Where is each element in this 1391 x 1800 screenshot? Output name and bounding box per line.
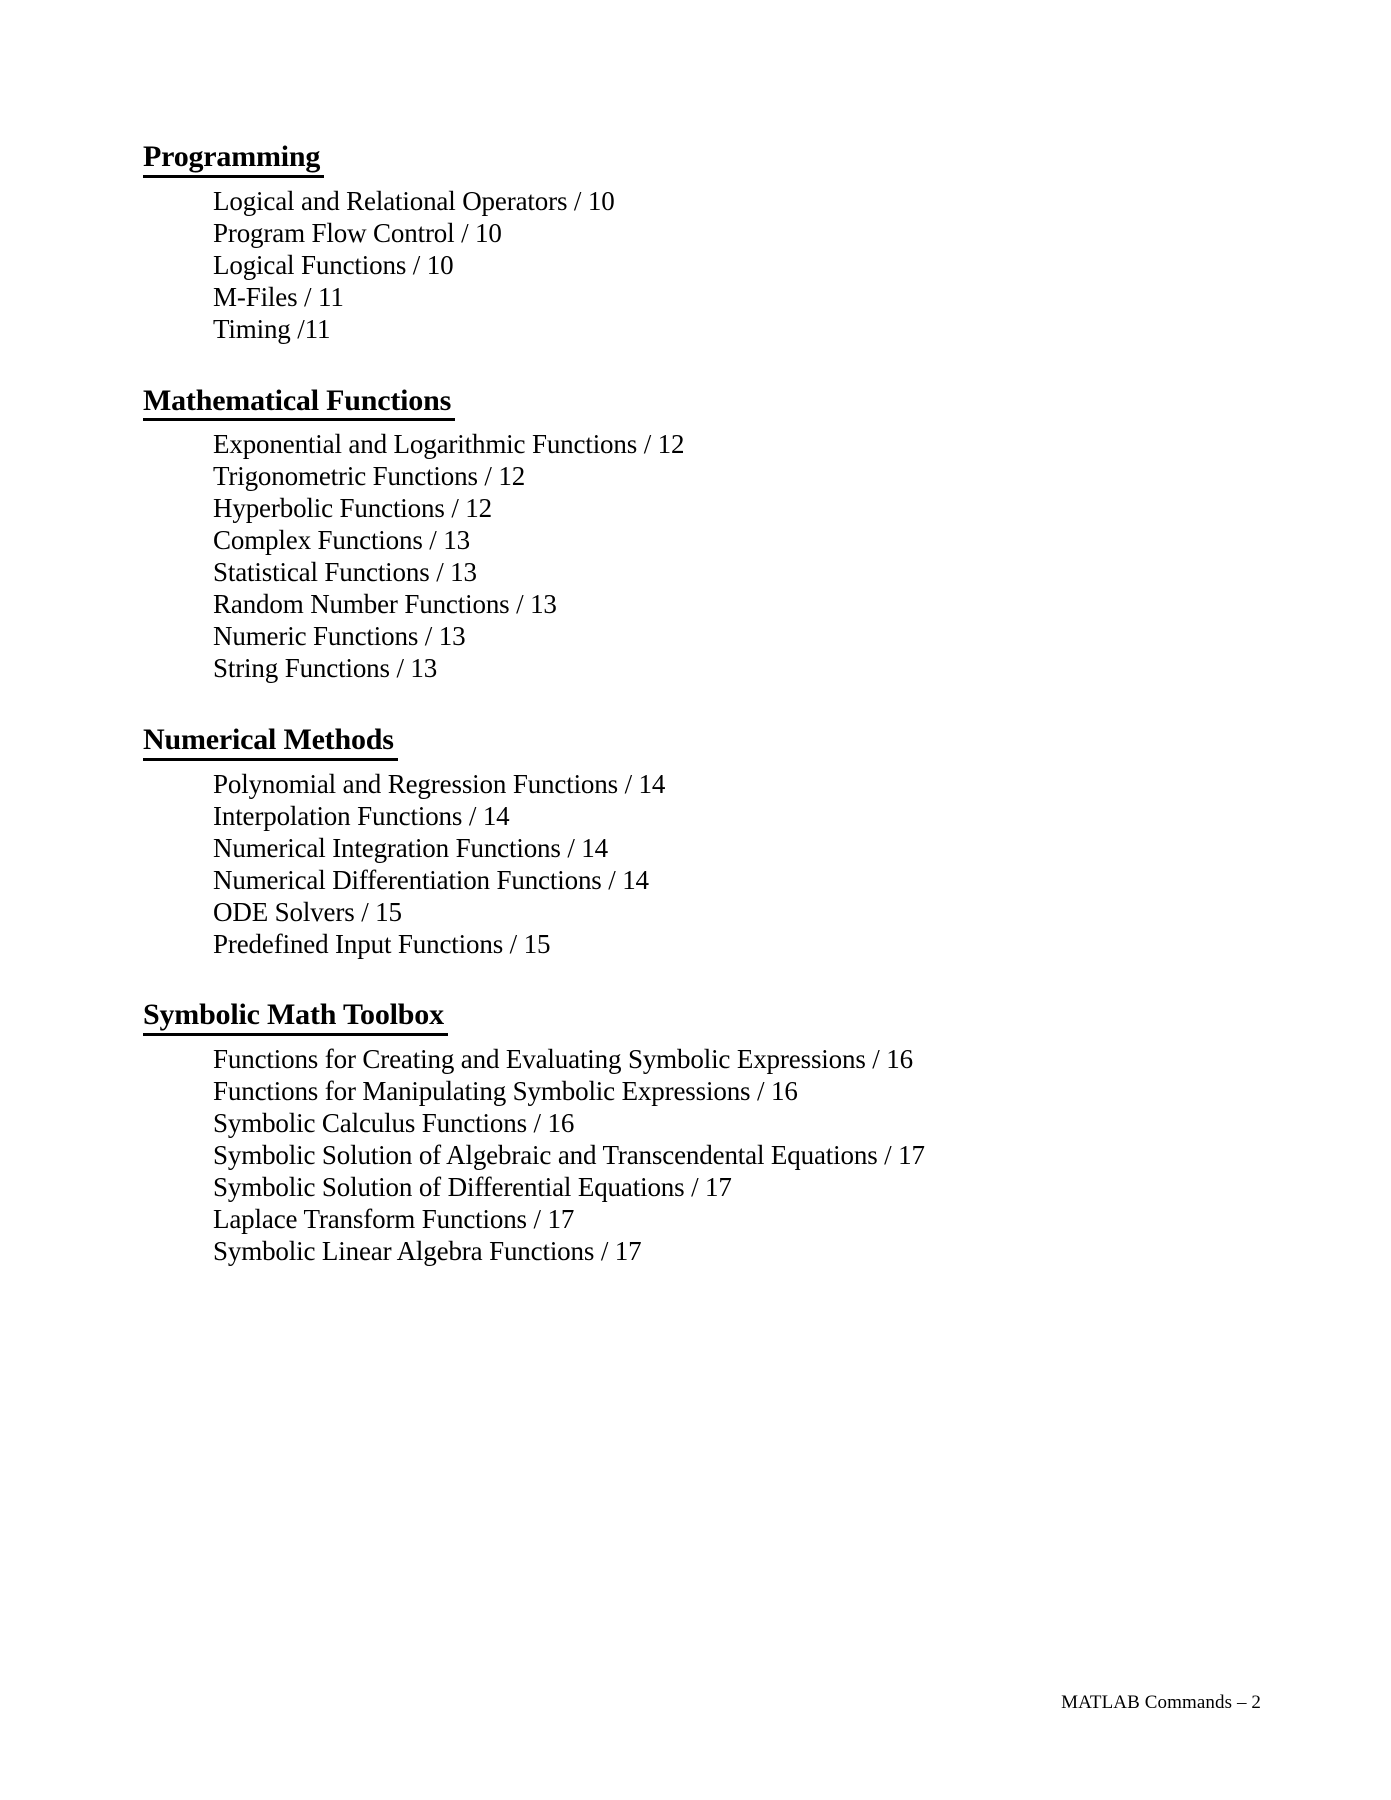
toc-entry[interactable]: Symbolic Linear Algebra Functions / 17 [213, 1235, 642, 1266]
section-heading: Numerical Methods [143, 723, 398, 761]
toc-section [143, 384, 1243, 685]
toc-entry[interactable]: Laplace Transform Functions / 17 [213, 1204, 575, 1234]
toc-entry[interactable]: Symbolic Solution of Algebraic and Transcendental Equations / 17 [213, 1140, 925, 1171]
toc-entry[interactable]: Functions for Manipulating Symbolic Expressions / 16 [213, 1076, 798, 1107]
toc-entry[interactable]: Hyperbolic Functions / 12 [213, 493, 492, 524]
section-heading: Symbolic Math Toolbox [143, 998, 448, 1036]
section-heading: Programming [143, 140, 324, 178]
toc-entry[interactable]: Program Flow Control / 10 [213, 217, 502, 248]
toc-entry[interactable]: Logical and Relational Operators / 10 [213, 185, 615, 216]
section-heading: Mathematical Functions [143, 384, 455, 422]
toc-entry-list [143, 769, 1243, 961]
toc-section [143, 140, 1243, 346]
toc-entry[interactable]: Trigonometric Functions / 12 [213, 461, 526, 492]
toc-entry[interactable]: Numerical Differentiation Functions / 14 [213, 864, 649, 895]
toc-entry[interactable]: M-Files / 11 [213, 281, 344, 312]
toc-entry[interactable]: Polynomial and Regression Functions / 14 [213, 768, 666, 799]
page-footer: MATLAB Commands – 2 [1061, 1692, 1261, 1713]
toc-entry[interactable]: Predefined Input Functions / 15 [213, 928, 551, 959]
toc-entry[interactable]: Statistical Functions / 13 [213, 557, 477, 588]
toc-entry[interactable]: Random Number Functions / 13 [213, 589, 557, 620]
toc-entry[interactable]: ODE Solvers / 15 [213, 896, 402, 927]
toc-entry[interactable]: Symbolic Solution of Differential Equations / 17 [213, 1172, 732, 1203]
toc-entry[interactable]: Complex Functions / 13 [213, 525, 470, 556]
toc-entry[interactable]: Numeric Functions / 13 [213, 621, 466, 652]
toc-entry[interactable]: Logical Functions / 10 [213, 249, 454, 280]
toc-entry-list [143, 1044, 1243, 1268]
toc-entry[interactable]: Interpolation Functions / 14 [213, 800, 510, 831]
toc-entry[interactable]: Numerical Integration Functions / 14 [213, 832, 609, 863]
toc-entry-list [143, 186, 1243, 346]
toc-content [143, 140, 1243, 1268]
toc-entry[interactable]: Timing /11 [213, 313, 331, 344]
toc-entry[interactable]: Symbolic Calculus Functions / 16 [213, 1108, 575, 1139]
toc-section [143, 723, 1243, 961]
toc-section [143, 998, 1243, 1267]
toc-entry[interactable]: Functions for Creating and Evaluating Symbolic Expressions / 16 [213, 1044, 913, 1075]
toc-entry[interactable]: Exponential and Logarithmic Functions / 12 [213, 429, 685, 460]
toc-entry-list [143, 429, 1243, 685]
toc-entry[interactable]: String Functions / 13 [213, 653, 438, 683]
